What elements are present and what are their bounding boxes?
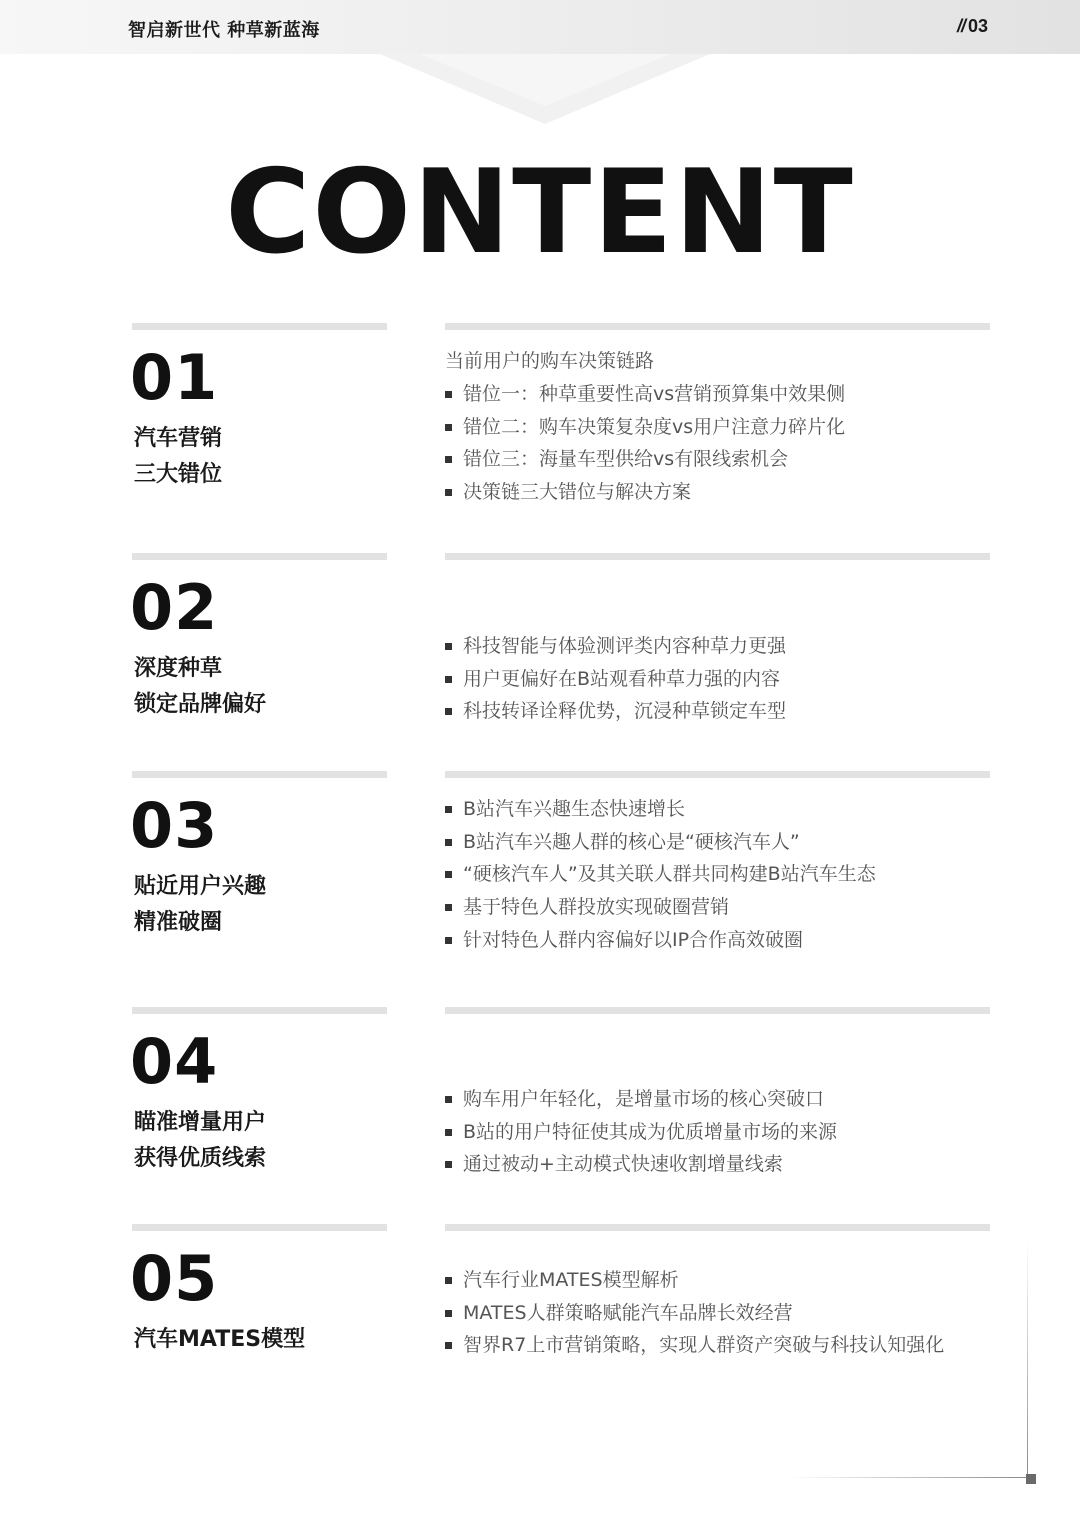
section-title (134, 651, 266, 723)
list-item: 错位二：购车决策复杂度vs用户注意力碎片化 (445, 411, 845, 444)
bullet-list (445, 793, 876, 957)
bullet-list (445, 630, 786, 728)
section-title (134, 869, 266, 941)
bullet-list (445, 1083, 837, 1181)
section-title-line: 瞄准增量用户 (134, 1110, 267, 1135)
section-divider-right (445, 771, 990, 778)
list-item: 针对特色人群内容偏好以IP合作高效破圈 (445, 924, 876, 957)
page-number-value: 03 (967, 16, 988, 36)
list-item: 用户更偏好在B站观看种草力强的内容 (445, 663, 786, 696)
list-item: 科技转译诠释优势，沉浸种草锁定车型 (445, 695, 786, 728)
section-title-line: 精准破圈 (134, 910, 223, 935)
section-title-line: 汽车MATES模型 (134, 1327, 306, 1352)
list-item: “硬核汽车人”及其关联人群共同构建B站汽车生态 (445, 858, 876, 891)
section-divider-left (132, 553, 387, 560)
section-title-line: 汽车营销 (134, 426, 223, 451)
section-divider-right (445, 1224, 990, 1231)
list-item: B站汽车兴趣人群的核心是“硬核汽车人” (445, 826, 876, 859)
section-divider-left (132, 1224, 387, 1231)
decorative-texture (380, 54, 710, 124)
bullet-list (445, 1264, 944, 1362)
section-title (134, 1322, 305, 1358)
list-item: 购车用户年轻化，是增量市场的核心突破口 (445, 1083, 837, 1116)
section-divider-right (445, 553, 990, 560)
list-item: 通过被动+主动模式快速收割增量线索 (445, 1148, 837, 1181)
section-title-line: 贴近用户兴趣 (134, 874, 267, 899)
page-slashes: // (956, 16, 965, 36)
section-number: 04 (130, 1025, 219, 1098)
page-number (957, 16, 988, 37)
list-item: 基于特色人群投放实现破圈营销 (445, 891, 876, 924)
header-title: 智启新世代 种草新蓝海 (128, 20, 320, 41)
section-divider-right (445, 323, 990, 330)
list-item: 错位一：种草重要性高vs营销预算集中效果侧 (445, 378, 845, 411)
section-number: 03 (130, 789, 219, 862)
list-item: MATES人群策略赋能汽车品牌长效经营 (445, 1297, 944, 1330)
list-item: 决策链三大错位与解决方案 (445, 476, 845, 509)
page-title: CONTENT (225, 145, 855, 280)
corner-square (1026, 1474, 1036, 1484)
section-title (134, 421, 222, 493)
list-item: 汽车行业MATES模型解析 (445, 1264, 944, 1297)
list-item: B站的用户特征使其成为优质增量市场的来源 (445, 1116, 837, 1149)
list-item: B站汽车兴趣生态快速增长 (445, 793, 876, 826)
section-divider-left (132, 1007, 387, 1014)
list-item: 智界R7上市营销策略，实现人群资产突破与科技认知强化 (445, 1329, 944, 1362)
section-number: 01 (130, 341, 219, 414)
corner-line-horizontal (790, 1477, 1027, 1478)
section-number: 05 (130, 1242, 219, 1315)
section-title-line: 锁定品牌偏好 (134, 692, 267, 717)
section-number: 02 (130, 571, 219, 644)
section-title-line: 获得优质线索 (134, 1146, 267, 1171)
section-lead: 当前用户的购车决策链路 (445, 350, 655, 372)
corner-line-vertical (1027, 1240, 1028, 1478)
section-title-line: 深度种草 (134, 656, 223, 681)
list-item: 错位三：海量车型供给vs有限线索机会 (445, 443, 845, 476)
section-title (134, 1105, 266, 1177)
list-item: 科技智能与体验测评类内容种草力更强 (445, 630, 786, 663)
bullet-list (445, 378, 845, 509)
section-title-line: 三大错位 (134, 462, 223, 487)
section-divider-left (132, 771, 387, 778)
section-divider-right (445, 1007, 990, 1014)
section-divider-left (132, 323, 387, 330)
